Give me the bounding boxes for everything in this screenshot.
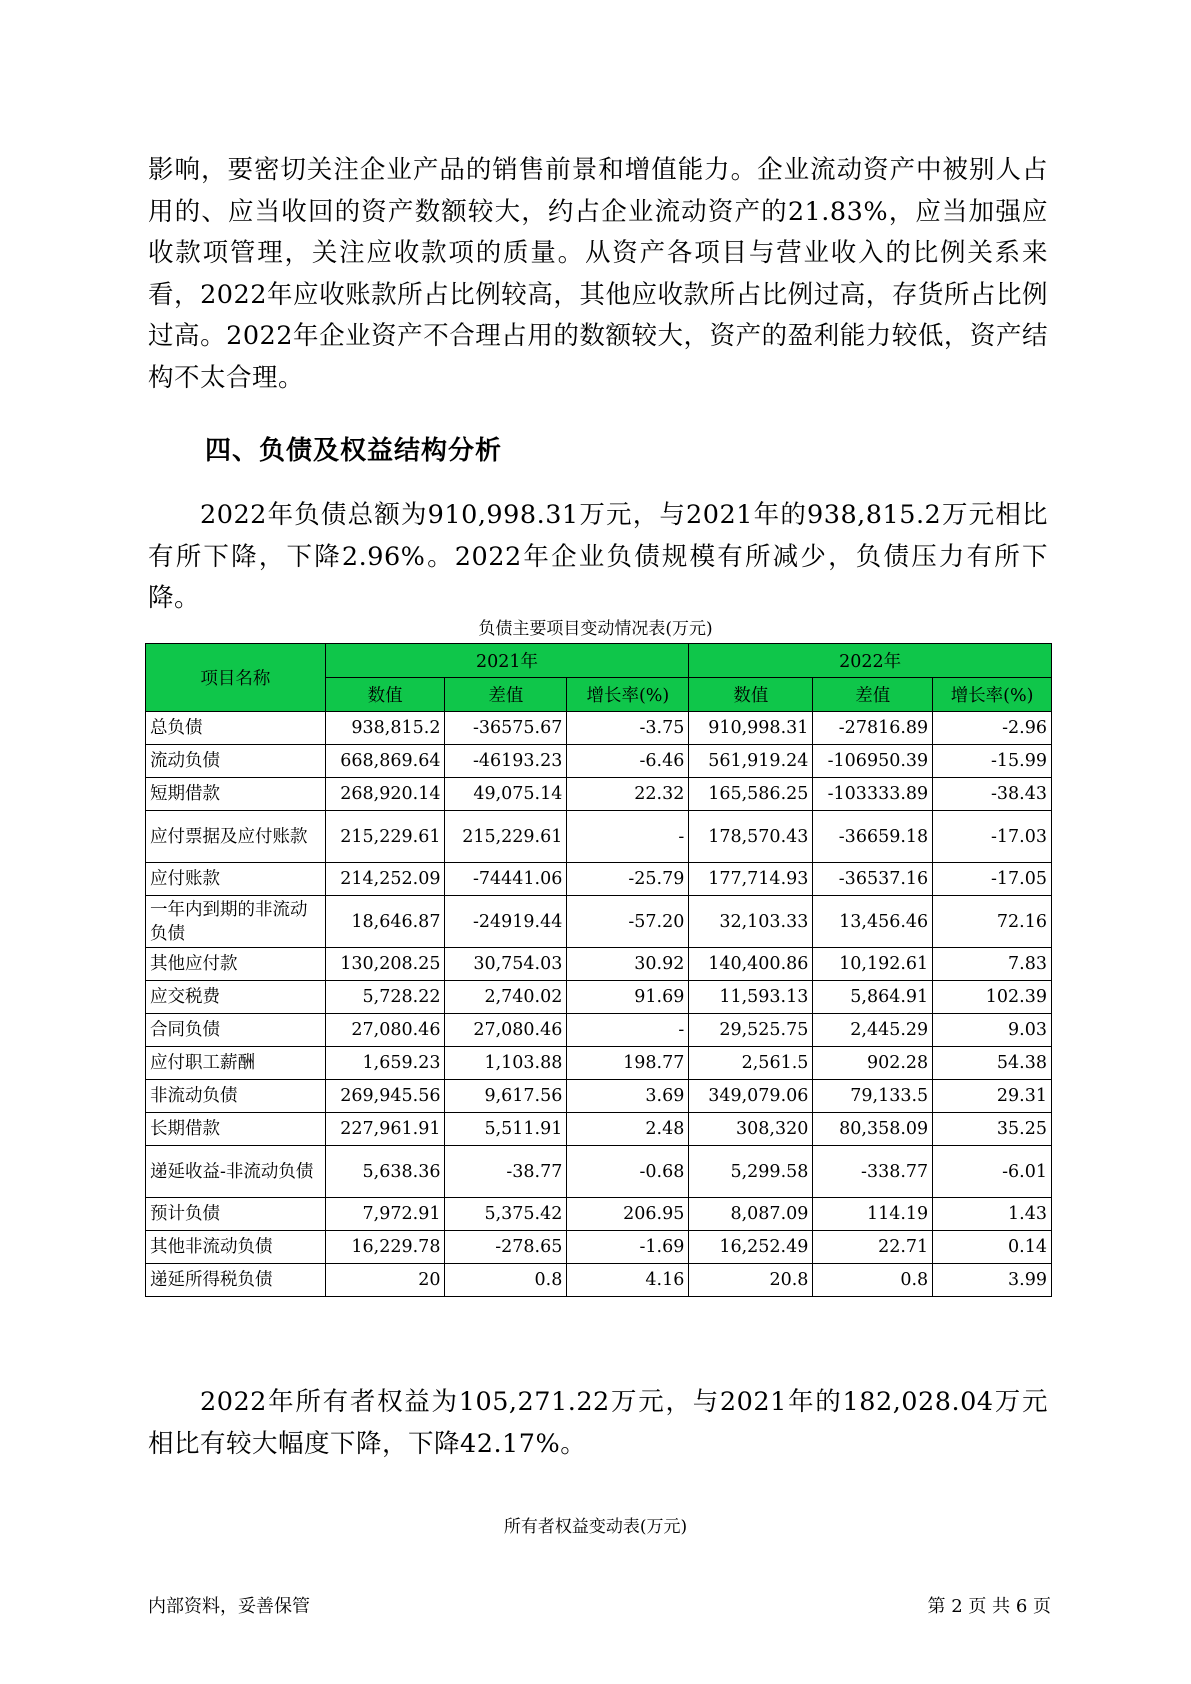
table-row <box>146 778 1052 811</box>
cell-rate-2022: 72.16 <box>933 896 1052 948</box>
cell-diff-2021: 2,740.02 <box>445 981 567 1014</box>
table-row <box>146 1080 1052 1113</box>
header-rate-2021: 增长率(%) <box>567 678 689 712</box>
cell-rate-2021: -0.68 <box>567 1146 689 1198</box>
cell-value-2021: 27,080.46 <box>325 1014 445 1047</box>
header-diff-2022: 差值 <box>813 678 933 712</box>
cell-rate-2021: 3.69 <box>567 1080 689 1113</box>
cell-value-2022: 5,299.58 <box>689 1146 813 1198</box>
table-row <box>146 1198 1052 1231</box>
cell-rate-2022: 1.43 <box>933 1198 1052 1231</box>
cell-rate-2021: -6.46 <box>567 745 689 778</box>
cell-value-2021: 668,869.64 <box>325 745 445 778</box>
cell-value-2022: 910,998.31 <box>689 712 813 745</box>
cell-diff-2022: 0.8 <box>813 1264 933 1297</box>
cell-diff-2022: 5,864.91 <box>813 981 933 1014</box>
cell-diff-2021: 5,511.91 <box>445 1113 567 1146</box>
cell-diff-2021: -46193.23 <box>445 745 567 778</box>
cell-diff-2022: 13,456.46 <box>813 896 933 948</box>
cell-item-name: 短期借款 <box>146 778 326 811</box>
cell-value-2021: 16,229.78 <box>325 1231 445 1264</box>
cell-rate-2021: 206.95 <box>567 1198 689 1231</box>
table-row <box>146 1231 1052 1264</box>
cell-rate-2021: 22.32 <box>567 778 689 811</box>
cell-diff-2021: 215,229.61 <box>445 811 567 863</box>
cell-value-2022: 2,561.5 <box>689 1047 813 1080</box>
footer-confidential-note: 内部资料，妥善保管 <box>148 1596 310 1617</box>
table-row <box>146 863 1052 896</box>
cell-value-2022: 32,103.33 <box>689 896 813 948</box>
cell-rate-2022: 29.31 <box>933 1080 1052 1113</box>
cell-rate-2021: 2.48 <box>567 1113 689 1146</box>
cell-rate-2021: 198.77 <box>567 1047 689 1080</box>
cell-item-name: 其他非流动负债 <box>146 1231 326 1264</box>
section-heading: 四、负债及权益结构分析 <box>205 436 503 466</box>
cell-item-name: 应付账款 <box>146 863 326 896</box>
cell-item-name: 非流动负债 <box>146 1080 326 1113</box>
cell-value-2022: 29,525.75 <box>689 1014 813 1047</box>
cell-rate-2022: 35.25 <box>933 1113 1052 1146</box>
cell-value-2021: 269,945.56 <box>325 1080 445 1113</box>
cell-rate-2021: 91.69 <box>567 981 689 1014</box>
cell-item-name: 递延收益-非流动负债 <box>146 1146 326 1198</box>
cell-diff-2021: 9,617.56 <box>445 1080 567 1113</box>
footer-page-number: 第 2 页 共 6 页 <box>927 1596 1051 1617</box>
cell-rate-2021: 30.92 <box>567 948 689 981</box>
cell-diff-2021: 0.8 <box>445 1264 567 1297</box>
cell-item-name: 合同负债 <box>146 1014 326 1047</box>
paragraph-equity-summary: 2022年所有者权益为105,271.22万元，与2021年的182,028.04万元相比有较大幅度下降，下降42.17%。 <box>148 1387 1048 1459</box>
table-row <box>146 712 1052 745</box>
cell-item-name: 应交税费 <box>146 981 326 1014</box>
cell-rate-2021: -57.20 <box>567 896 689 948</box>
cell-diff-2022: 22.71 <box>813 1231 933 1264</box>
header-value-2021: 数值 <box>325 678 445 712</box>
cell-value-2022: 20.8 <box>689 1264 813 1297</box>
cell-value-2022: 561,919.24 <box>689 745 813 778</box>
cell-value-2021: 938,815.2 <box>325 712 445 745</box>
cell-rate-2021: -25.79 <box>567 863 689 896</box>
table-row <box>146 1014 1052 1047</box>
header-year-2022: 2022年 <box>689 644 1052 678</box>
table-row <box>146 745 1052 778</box>
cell-item-name: 长期借款 <box>146 1113 326 1146</box>
cell-diff-2021: -24919.44 <box>445 896 567 948</box>
cell-value-2021: 18,646.87 <box>325 896 445 948</box>
cell-value-2021: 20 <box>325 1264 445 1297</box>
cell-rate-2022: 0.14 <box>933 1231 1052 1264</box>
cell-value-2022: 177,714.93 <box>689 863 813 896</box>
cell-diff-2021: 30,754.03 <box>445 948 567 981</box>
cell-diff-2022: 2,445.29 <box>813 1014 933 1047</box>
cell-diff-2022: -36659.18 <box>813 811 933 863</box>
cell-value-2022: 165,586.25 <box>689 778 813 811</box>
cell-diff-2021: 27,080.46 <box>445 1014 567 1047</box>
header-year-2021: 2021年 <box>325 644 689 678</box>
table-row <box>146 1047 1052 1080</box>
cell-diff-2021: 1,103.88 <box>445 1047 567 1080</box>
cell-diff-2022: -106950.39 <box>813 745 933 778</box>
table-row <box>146 948 1052 981</box>
cell-rate-2021: -1.69 <box>567 1231 689 1264</box>
cell-rate-2022: -6.01 <box>933 1146 1052 1198</box>
cell-value-2022: 11,593.13 <box>689 981 813 1014</box>
cell-value-2022: 16,252.49 <box>689 1231 813 1264</box>
table-row <box>146 981 1052 1014</box>
cell-value-2021: 1,659.23 <box>325 1047 445 1080</box>
table-row <box>146 1113 1052 1146</box>
paragraph-liability-summary: 2022年负债总额为910,998.31万元，与2021年的938,815.2万元相比有所下降，下降2.96%。2022年企业负债规模有所减少，负债压力有所下降。 <box>148 500 1048 613</box>
cell-rate-2022: 54.38 <box>933 1047 1052 1080</box>
cell-value-2022: 308,320 <box>689 1113 813 1146</box>
cell-value-2021: 227,961.91 <box>325 1113 445 1146</box>
cell-item-name: 应付票据及应付账款 <box>146 811 326 863</box>
table-row <box>146 1146 1052 1198</box>
cell-diff-2022: 902.28 <box>813 1047 933 1080</box>
header-item-name: 项目名称 <box>146 644 326 712</box>
cell-value-2022: 178,570.43 <box>689 811 813 863</box>
cell-rate-2022: -17.05 <box>933 863 1052 896</box>
cell-value-2021: 215,229.61 <box>325 811 445 863</box>
liabilities-table-body <box>146 712 1052 1297</box>
cell-rate-2022: 3.99 <box>933 1264 1052 1297</box>
header-rate-2022: 增长率(%) <box>933 678 1052 712</box>
table-row <box>146 896 1052 948</box>
cell-rate-2022: -38.43 <box>933 778 1052 811</box>
cell-rate-2021: - <box>567 811 689 863</box>
cell-rate-2022: -2.96 <box>933 712 1052 745</box>
table-row <box>146 811 1052 863</box>
cell-rate-2022: 7.83 <box>933 948 1052 981</box>
cell-diff-2021: -38.77 <box>445 1146 567 1198</box>
cell-rate-2022: 102.39 <box>933 981 1052 1014</box>
cell-diff-2021: 5,375.42 <box>445 1198 567 1231</box>
cell-value-2022: 8,087.09 <box>689 1198 813 1231</box>
cell-item-name: 总负债 <box>146 712 326 745</box>
cell-value-2021: 5,638.36 <box>325 1146 445 1198</box>
cell-diff-2021: -278.65 <box>445 1231 567 1264</box>
cell-item-name: 其他应付款 <box>146 948 326 981</box>
cell-diff-2022: -338.77 <box>813 1146 933 1198</box>
cell-diff-2022: -36537.16 <box>813 863 933 896</box>
cell-diff-2022: 79,133.5 <box>813 1080 933 1113</box>
cell-rate-2021: 4.16 <box>567 1264 689 1297</box>
cell-value-2022: 349,079.06 <box>689 1080 813 1113</box>
cell-value-2021: 268,920.14 <box>325 778 445 811</box>
cell-diff-2022: 80,358.09 <box>813 1113 933 1146</box>
cell-item-name: 流动负债 <box>146 745 326 778</box>
header-diff-2021: 差值 <box>445 678 567 712</box>
cell-rate-2021: -3.75 <box>567 712 689 745</box>
cell-rate-2022: 9.03 <box>933 1014 1052 1047</box>
cell-diff-2022: 10,192.61 <box>813 948 933 981</box>
cell-rate-2021: - <box>567 1014 689 1047</box>
table-caption-liabilities: 负债主要项目变动情况表(万元) <box>478 619 713 639</box>
cell-item-name: 一年内到期的非流动负债 <box>146 896 326 948</box>
cell-diff-2022: -103333.89 <box>813 778 933 811</box>
cell-diff-2022: -27816.89 <box>813 712 933 745</box>
cell-item-name: 应付职工薪酬 <box>146 1047 326 1080</box>
cell-diff-2021: -36575.67 <box>445 712 567 745</box>
cell-rate-2022: -15.99 <box>933 745 1052 778</box>
cell-diff-2021: -74441.06 <box>445 863 567 896</box>
cell-value-2021: 5,728.22 <box>325 981 445 1014</box>
table-caption-equity: 所有者权益变动表(万元) <box>503 1517 688 1537</box>
paragraph-asset-summary: 影响，要密切关注企业产品的销售前景和增值能力。企业流动资产中被别人占用的、应当收回的资产数额较大，约占企业流动资产的21.83%，应当加强应收款项管理，关注应收款项的质量。从资产各项目与营业收入的比例关系来看，2022年应收账款所占比例较高，其他应收款所占比例过高，存货所占比例过高。2022年企业资产不合理占用的数额较大，资产的盈利能力较低，资产结构不太合理。 <box>148 155 1048 393</box>
table-row <box>146 1264 1052 1297</box>
cell-value-2021: 7,972.91 <box>325 1198 445 1231</box>
liabilities-table <box>145 643 1052 1297</box>
cell-value-2021: 214,252.09 <box>325 863 445 896</box>
cell-value-2021: 130,208.25 <box>325 948 445 981</box>
cell-value-2022: 140,400.86 <box>689 948 813 981</box>
cell-diff-2021: 49,075.14 <box>445 778 567 811</box>
cell-item-name: 预计负债 <box>146 1198 326 1231</box>
header-value-2022: 数值 <box>689 678 813 712</box>
cell-rate-2022: -17.03 <box>933 811 1052 863</box>
cell-diff-2022: 114.19 <box>813 1198 933 1231</box>
cell-item-name: 递延所得税负债 <box>146 1264 326 1297</box>
